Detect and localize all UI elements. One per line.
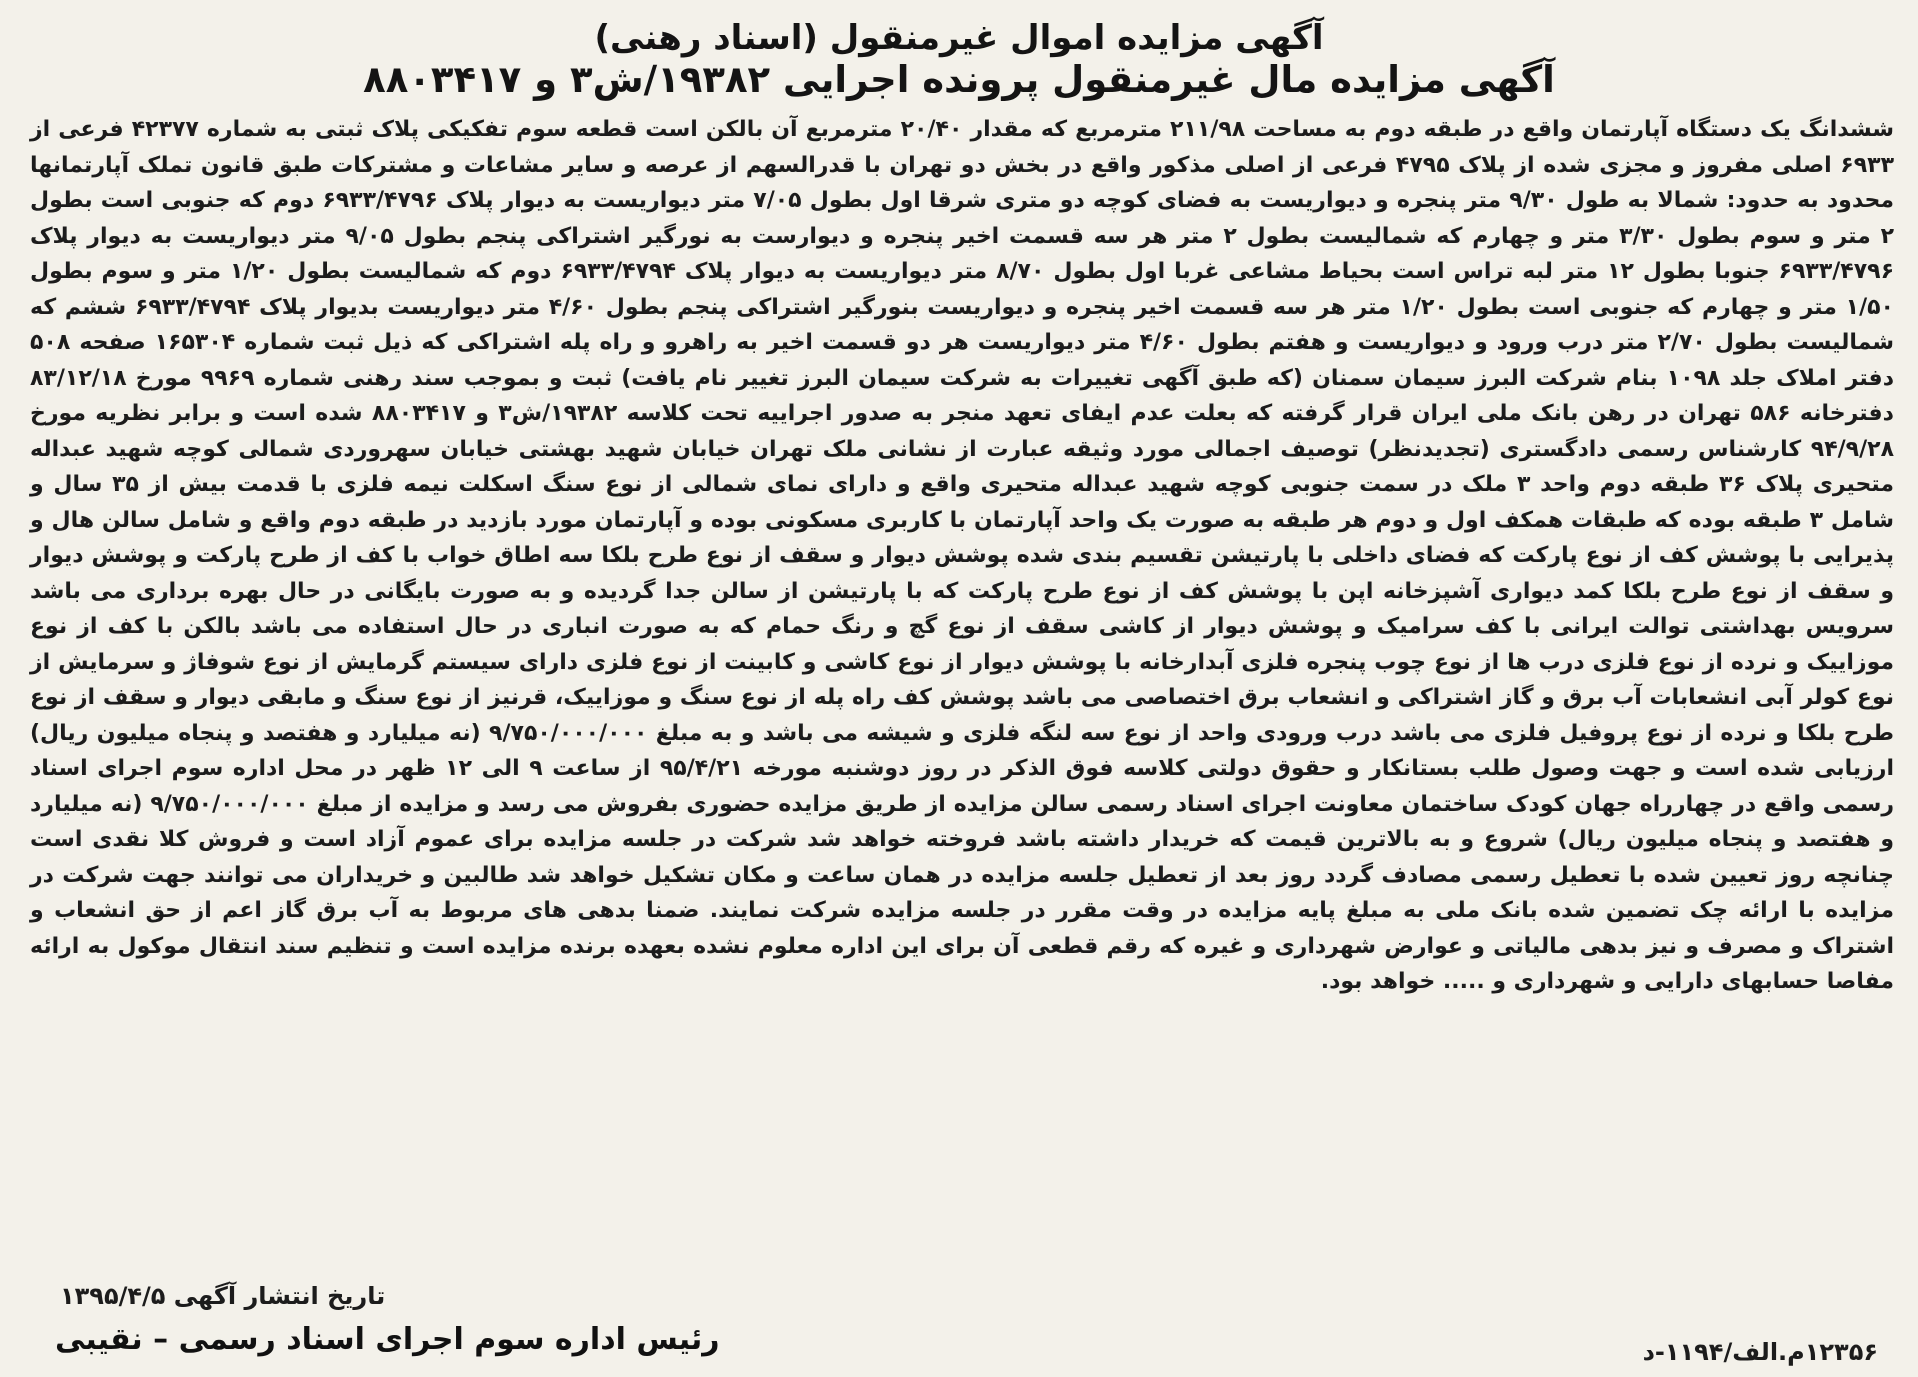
notice-header [0,18,1918,102]
reference-code: ۱۲۳۵۶م.الف/۱۱۹۴-د [1642,1338,1878,1366]
signature: رئیس اداره سوم اجرای اسناد رسمی – نقیبی [55,1322,720,1357]
notice-body: ششدانگ یک دستگاه آپارتمان واقع در طبقه دوم به مساحت ۲۱۱/۹۸ مترمربع که مقدار ۲۰/۴۰ مترمربع آن بالکن است قطعه سوم تفکیکی پلاک ثبتی به شماره ۴۲۳۷۷ فرعی از ۶۹۳۳ اصلی مفروز و مجزی شده از پلاک ۴۷۹۵ فرعی از اصلی مذکور واقع در بخش دو تهران با قدرالسهم از عرصه و سایر مشاعات و مشترکات طبق قانون تملک آپارتمانها محدود به حدود: شمالا به طول ۹/۳۰ متر پنجره و دیواریست به فضای کوچه دو متری شرقا اول بطول ۷/۰۵ متر دیواریست به دیوار پلاک ۶۹۳۳/۴۷۹۶ دوم که جنوبی است بطول ۲ متر و سوم بطول ۳/۳۰ متر و چهارم که شمالیست بطول ۲ متر هر سه قسمت اخیر پنجره و دیوارست به نورگیر اشتراکی پنجم بطول ۹/۰۵ متر دیواریست به دیوار پلاک ۶۹۳۳/۴۷۹۶ جنوبا بطول ۱۲ متر لبه تراس است بحیاط مشاعی غربا اول بطول ۸/۷۰ متر دیواریست به دیوار پلاک ۶۹۳۳/۴۷۹۴ دوم که شمالیست بطول ۱/۲۰ متر و سوم بطول ۱/۵۰ متر و چهارم که جنوبی است بطول ۱/۲۰ متر هر سه قسمت اخیر پنجره و دیواریست بنورگیر اشتراکی پنجم بطول ۴/۶۰ متر دیواریست بدیوار پلاک ۶۹۳۳/۴۷۹۴ ششم که شمالیست بطول ۲/۷۰ متر درب ورود و دیواریست و هفتم بطول ۴/۶۰ متر دیواریست هر دو قسمت اخیر به راهرو و راه پله اشتراکی که ذیل ثبت شماره ۱۶۵۳۰۴ صفحه ۵۰۸ دفتر املاک جلد ۱۰۹۸ بنام شرکت البرز سیمان سمنان (که طبق آگهی تغییرات به شرکت سیمان البرز تغییر نام یافت) ثبت و بموجب سند رهنی شماره ۹۹۶۹ مورخ ۸۳/۱۲/۱۸ دفترخانه ۵۸۶ تهران در رهن بانک ملی ایران قرار گرفته که بعلت عدم ایفای تعهد منجر به صدور اجراییه تحت کلاسه ۱۹۳۸۲/ش۳ و ۸۸۰۳۴۱۷ شده است و برابر نظریه مورخ ۹۴/۹/۲۸ کارشناس رسمی دادگستری (تجدیدنظر) توصیف اجمالی مورد وثیقه عبارت از نشانی ملک تهران خیابان شهید بهشتی خیابان سهروردی شمالی کوچه شهید عبداله متحیری پلاک ۳۶ طبقه دوم واحد ۳ ملک در سمت جنوبی کوچه شهید عبداله متحیری واقع و دارای نمای شمالی از نوع سنگ اسکلت نیمه فلزی با قدمت بیش از ۳۵ سال و شامل ۳ طبقه بوده که طبقات همکف اول و دوم هر طبقه به صورت یک واحد آپارتمان با کاربری مسکونی بوده و آپارتمان مورد بازدید در طبقه دوم واقع و شامل سالن هال و پذیرایی با پوشش کف از نوع پارکت که فضای داخلی با پارتیشن تقسیم بندی شده پوشش دیوار و سقف از نوع طرح بلکا سه اطاق خواب با کف از طرح پارکت و پوشش دیوار و سقف از نوع طرح بلکا کمد دیواری آشپزخانه اپن با پوشش کف از نوع طرح پارکت که با پارتیشن از سالن جدا گردیده و به صورت بایگانی در حال بهره برداری می باشد سرویس بهداشتی توالت ایرانی با کف سرامیک و پوشش دیوار از کاشی سقف از نوع گچ و رنگ حمام که به صورت انباری در حال استفاده می باشد بالکن با کف از نوع موزاییک و نرده از نوع فلزی درب ها از نوع چوب پنجره فلزی آبدارخانه با پوشش دیوار از نوع کاشی و کابینت از نوع فلزی دارای سیستم گرمایش از نوع شوفاژ و سرمایش از نوع کولر آبی انشعابات آب برق و گاز اشتراکی و انشعاب برق اختصاصی می باشد پوشش کف راه پله از نوع سنگ و موزاییک، قرنیز از نوع سنگ و مابقی دیوار و سقف از نوع طرح بلکا و نرده از نوع پروفیل فلزی می باشد درب ورودی واحد از نوع سه لنگه فلزی و شیشه می باشد و به مبلغ ۹/۷۵۰/۰۰۰/۰۰۰ (نه میلیارد و هفتصد و پنجاه میلیون ریال) ارزیابی شده است و جهت وصول طلب بستانکار و حقوق دولتی کلاسه فوق الذکر در روز دوشنبه مورخه ۹۵/۴/۲۱ از ساعت ۹ الی ۱۲ ظهر در محل اداره سوم اجرای اسناد رسمی واقع در چهارراه جهان کودک ساختمان معاونت اجرای اسناد رسمی سالن مزایده از طریق مزایده حضوری بفروش می رسد و مزایده از مبلغ ۹/۷۵۰/۰۰۰/۰۰۰ (نه میلیارد و هفتصد و پنجاه میلیون ریال) شروع و به بالاترین قیمت که خریدار داشته باشد فروخته خواهد شد شرکت در جلسه مزایده برای عموم آزاد است و فروش کلا نقدی است چنانچه روز تعیین شده با تعطیل رسمی مصادف گردد روز بعد از تعطیل جلسه مزایده در همان ساعت و مکان تشکیل خواهد شد طالبین و خریداران می توانند جهت شرکت در مزایده با ارائه چک تضمین شده بانک ملی به مبلغ پایه مزایده در وقت مقرر در جلسه مزایده شرکت نمایند. ضمنا بدهی های مربوط به آب برق گاز اعم از حق انشعاب و اشتراک و مصرف و نیز بدهی مالیاتی و عوارض شهرداری و غیره که رقم قطعی آن برای این اداره معلوم نشده بعهده برنده مزایده است و تنظیم سند انتقال موکول به ارائه مفاصا حسابهای دارایی و شهرداری و ..... خواهد بود. [30,117,1895,994]
notice-title: آگهی مزایده اموال غیرمنقول (اسناد رهنی) [594,18,1324,58]
publish-date: تاریخ انتشار آگهی ۱۳۹۵/۴/۵ [60,1282,386,1310]
notice-subtitle: آگهی مزایده مال غیرمنقول پرونده اجرایی ۱۹۳۸۲/ش۳ و ۸۸۰۳۴۱۷ [363,58,1555,102]
